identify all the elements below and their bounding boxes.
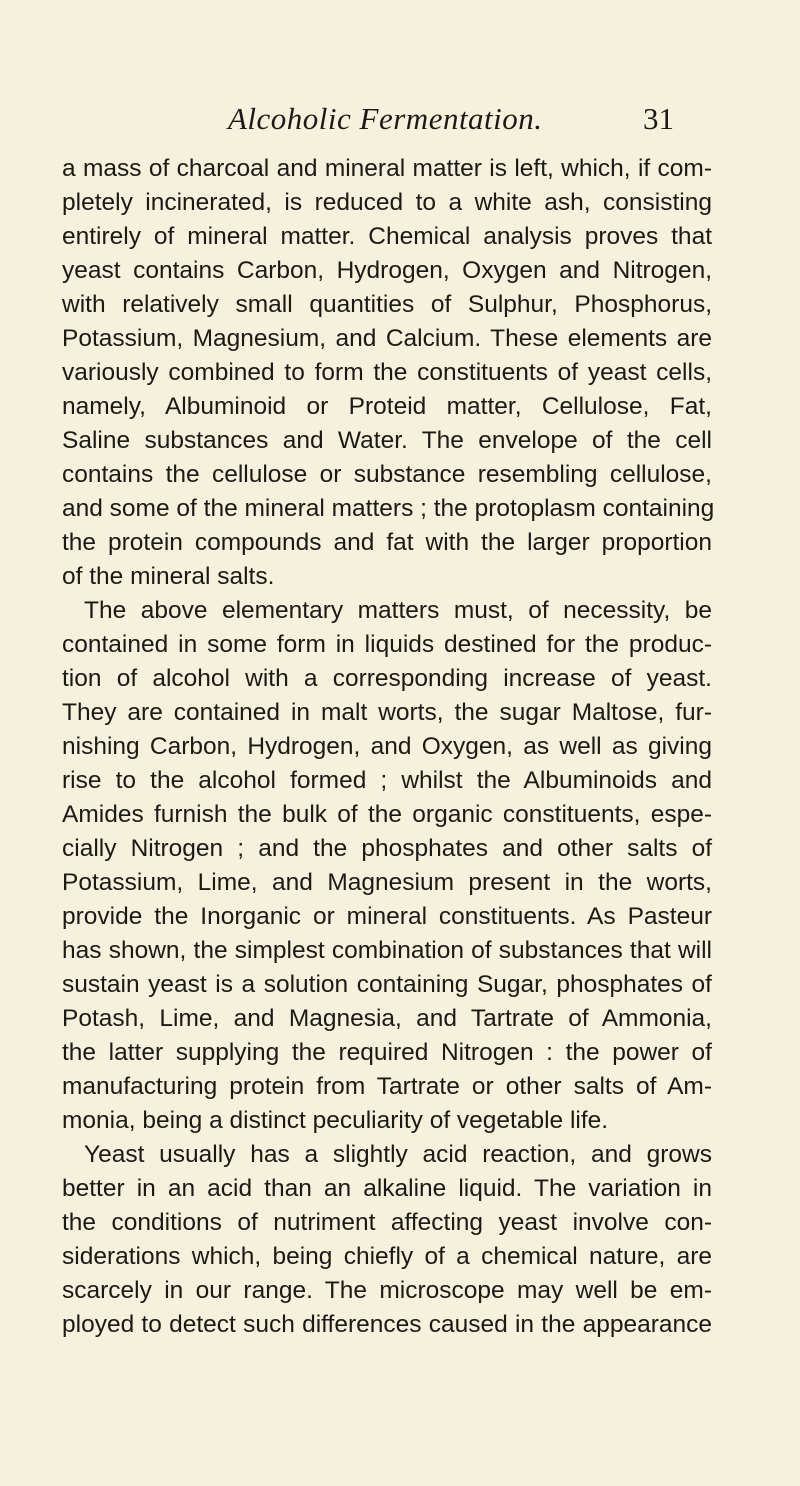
text-line: with relatively small quantities of Sulphur, Phosphorus, xyxy=(62,291,712,318)
text-line: the protein compounds and fat with the larger proportion xyxy=(62,529,712,556)
text-line: The above elementary matters must, of necessity, be xyxy=(84,597,712,624)
text-line: Potash, Lime, and Magnesia, and Tartrate of Ammonia, xyxy=(62,1005,712,1032)
text-line: a mass of charcoal and mineral matter is left, which, if com- xyxy=(62,155,712,182)
text-line: entirely of mineral matter. Chemical analysis proves that xyxy=(62,223,712,250)
text-line: Amides furnish the bulk of the organic constituents, espe- xyxy=(62,801,712,828)
text-line: contains the cellulose or substance resembling cellulose, xyxy=(62,461,712,488)
text-line: cially Nitrogen ; and the phosphates and other salts of xyxy=(62,835,712,862)
page-number: 31 xyxy=(643,101,674,136)
text-line: nishing Carbon, Hydrogen, and Oxygen, as well as giving xyxy=(62,733,712,760)
text-line: monia, being a distinct peculiarity of vegetable life. xyxy=(62,1107,609,1134)
text-line: They are contained in malt worts, the sugar Maltose, fur- xyxy=(62,699,712,726)
text-line: pletely incinerated, is reduced to a white ash, consisting xyxy=(62,189,712,216)
text-line: scarcely in our range. The microscope may well be em- xyxy=(62,1277,712,1304)
text-line: better in an acid than an alkaline liquid. The variation in xyxy=(62,1175,712,1202)
running-title: Alcoholic Fermentation. xyxy=(228,101,543,136)
text-line: and some of the mineral matters ; the protoplasm containing xyxy=(62,495,715,522)
text-line: Yeast usually has a slightly acid reaction, and grows xyxy=(84,1141,712,1168)
text-line: Potassium, Lime, and Magnesium present in the worts, xyxy=(62,869,712,896)
running-head xyxy=(0,96,800,142)
text-line: sustain yeast is a solution containing Sugar, phosphates of xyxy=(62,971,712,998)
text-line: siderations which, being chiefly of a chemical nature, are xyxy=(62,1243,712,1270)
text-line: the conditions of nutriment affecting yeast involve con- xyxy=(62,1209,712,1236)
text-line: rise to the alcohol formed ; whilst the Albuminoids and xyxy=(62,767,712,794)
text-line: contained in some form in liquids destined for the produc- xyxy=(62,631,712,658)
text-line: Saline substances and Water. The envelope of the cell xyxy=(62,427,712,454)
text-line: of the mineral salts. xyxy=(62,563,275,590)
body-text xyxy=(62,152,715,1342)
text-line: the latter supplying the required Nitrogen : the power of xyxy=(62,1039,712,1066)
text-line: yeast contains Carbon, Hydrogen, Oxygen and Nitrogen, xyxy=(62,257,712,284)
text-line: variously combined to form the constituents of yeast cells, xyxy=(62,359,712,386)
text-line: namely, Albuminoid or Proteid matter, Cellulose, Fat, xyxy=(62,393,712,420)
text-line: has shown, the simplest combination of substances that will xyxy=(62,937,712,964)
text-line: Potassium, Magnesium, and Calcium. These elements are xyxy=(62,325,712,352)
text-line: manufacturing protein from Tartrate or other salts of Am- xyxy=(62,1073,712,1100)
text-line: tion of alcohol with a corresponding increase of yeast. xyxy=(62,665,712,692)
text-line: ployed to detect such differences caused in the appearance xyxy=(62,1311,712,1338)
text-line: provide the Inorganic or mineral constituents. As Pasteur xyxy=(62,903,712,930)
